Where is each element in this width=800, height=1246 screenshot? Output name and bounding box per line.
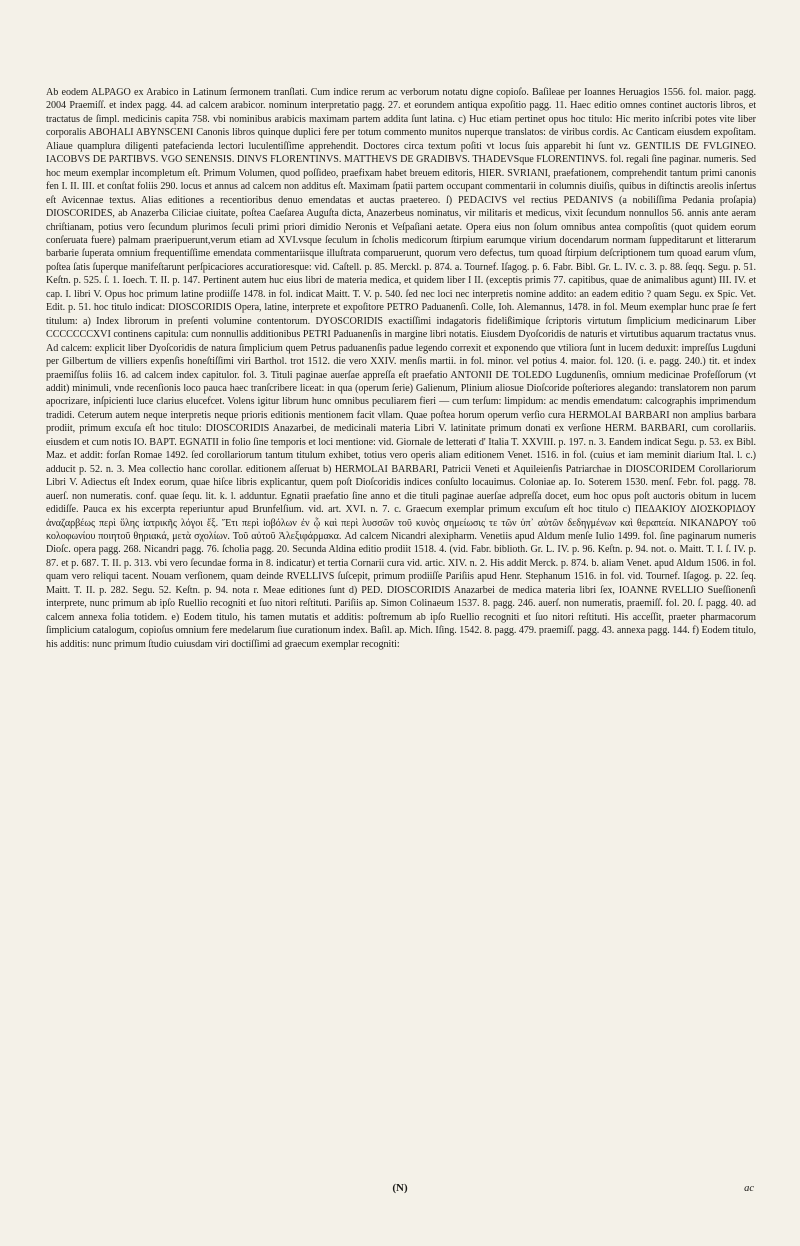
catchword: ac bbox=[744, 1183, 754, 1194]
signature-mark: (N) bbox=[392, 1182, 408, 1194]
main-paragraph: Ab eodem ALPAGO ex Arabico in Latinum ſermonem tranſlati. Cum indice rerum ac verborum notatu digne copioſo. Baſileae per Ioannes Heruagios 1556. fol. maior. pagg. 2004 Praemiſſ. et index pagg. 44. ad calcem arabicor. nominum interpretatio pagg. 27. et eorundem antiqua expoſitio pagg. 11. Haec editio omnes continet auctoris libros, et tractatus de ſimpl. medicinis capita 758. vbi nominibus arabicis maximam partem addita ſunt latina. c) Huc etiam pertinet opus hoc titulo: Hic merito inſcribi potes vite liber corporalis ABOHALI ABYNSCENI Canonis libros quinque duplici fere per totum commento munitos nuperque translatos: de viribus cordis. Ac Canticam eiusdem expoſitam. Aliaue quamplura diligenti patefacienda lectori luculentiſſime apprehendit. Doctores circa textum poſiti vt locus ſuis apparebit hi ſunt vz. GENTILIS DE FVLGINEO. IACOBVS DE PARTIBVS. VGO SENENSIS. DINVS FLORENTINVS. MATTHEVS DE GRADIBVS. THADEVSque FLORENTINVS. fol. regali ſine paginar. numeris. Sed hoc meum exemplar incompletum eſt. Primum Volumen, quod poſſideo, praefixam habet breuem editoris, HIER. SVRIANI, praefationem, comprehendit tantum primi canonis fen I. II. III. et conſtat foliis 290. locus et annus ad calcem non additus eſt. Maximam ſpatii partem occupant commentarii in columnis diuiſis, quibus in diſtinctis areolis inſertus eſt Avicennae textus. Alias editiones a recentioribus denuo emendatas et auctas praetereo. ſ) PEDACIVS vel rectius PEDANIVS (a nobiliſſima Pedania proſapia) DIOSCORIDES, ab Anazerba Ciliciae ciuitate, poſtea Caeſarea Auguſta dicta, Anazerbeus nominatus, vir militaris et medicus, vixit ſecundum nonnullos 56. annis ante aeram chriſtianam, potius vero ſecundum plurimos ſeculi primi priori dimidio Neronis et Veſpaſiani aetate. Opera eius non ſolum omnibus antea compoſitis (quot quidem eorum conſeruata fuere) palmam praeripuerunt,verum etiam ad XVI.vsque ſeculum in ſcholis medicorum ſtirpium earumque virium docendarum normam ſuppeditarunt et litterarum barbarie ſuperata omnium frequentiſſime emendata commentariisque illuſtrata comparuerunt, quorum vero defectus, tum quoad ſtirpium deſcriptionem tum quoad earum vſum, poſtea ſatis ſuperque manifeſtarunt perſpicaciores accuratioresque: vid. Caſtell. p. 85. Merckl. p. 874. a. Tournef. Iſagog. p. 6. Fabr. Bibl. Gr. L. IV. c. 3. p. 88. ſeqq. Segu. p. 51. Keſtn. p. 525. ſ. 1. Ioech. T. II. p. 147. Pertinent autem huc eius libri de materia medica, et quidem liber I II. (exceptis primis 77. capitibus, quae de animalibus agunt) III. IV. et cap. I. libri V. Opus hoc primum latine prodiiſſe 1478. in fol. indicat Maitt. T. V. p. 540. ſed nec loci nec interpretis nomine addito: an eadem editio ? quam Segu. ex Spic. Vet. Edit. p. 51. hoc titulo indicat: DIOSCORIDIS Opera, latine, interprete et expoſitore PETRO Paduanenſi. Colle, Ioh. Alemannus, 1478. in fol. Meum exemplar hunc prae ſe fert titulum: a) Index librorum in preſenti volumine contentorum. DYOSCORIDIS exactiſſimi indagatoris fidelißimique ſcriptoris virtutum ſimplicium medicinarum Liber CCCCCCCXVI continens capitula: cum nonnullis additionibus PETRI Paduanenſis in margine libri notatis. Eiusdem Dyoſcoridis de naturis et virtutibus aquarum tractatus vnus. Ad calcem: explicit liber Dyoſcoridis de natura ſimplicium quem Petrus paduanenſis padue legendo correxit et exponendo que vtiliora ſunt in lucem deduxit: impreſſus Lugduni per Gilbertum de villiers expenſis honeſtiſſimi viri Barthol. trot 1512. die vero XXIV. menſis martii. in fol. minor. vel potius 4. maior. fol. 120. (i. e. pagg. 240.) tit. et index praemiſſus foliis 16. ad calcem index capitulor. fol. 3. Tituli paginae auerſae appreſſa eſt praefatio ANTONII DE TOLEDO Lugdunenſis, omnium medicinae Profeſſorum (vt addit) minimuli, vnde recenſionis loco pauca haec tranſcribere liceat: in qua (operum ſerie) Galienum, Plinium aliosue Dioſcoride poſteriores alegando: translatorem non parum apocrizare, inſpicienti luce clarius elucefcet. Volens igitur librum hunc omnibus peculiarem fieri — cum terſum: limpidum: ac mendis emendatum: calcographis imprimendum tradidi. Ceterum autem neque interpretis neque prioris editionis mentionem facit vllam. Quae poſtea horum operum verſio cura HERMOLAI BARBARI non amplius barbara prodiit, primum excuſa eſt hoc titulo: DIOSCORIDIS Anazarbei, de medicinali materia Libri V. latinitate primum donati ex verſione HERM. BARBARI, cum corollariis. eiusdem et cum notis IO. BAPT. EGNATII in folio ſine temporis et loci mentione: vid. Giornale de letterati d' Italia T. XXVIII. p. 197. n. 3. Eandem indicat Segu. p. 53. ex Bibl. Maz. et addit: forſan Romae 1492. ſed corollariorum tantum titulum exhibet, totius vero operis aliam editionem Venet. 1516. in fol. (cuius et iam meminit diarium Ital. l. c.) adducit p. 52. n. 3. Mea collectio hanc corollar. editionem aſſeruat b) HERMOLAI BARBARI, Patricii Veneti et Aquileienſis Patriarchae in DIOSCORIDEM Corollariorum Libri V. Adiectus eſt Index eorum, quae hiſce libris explicantur, quem poſt Dioſcoridis indices conſulto locauimus. Coloniae ap. Io. Soterem 1530. menſ. Febr. fol. pagg. 78. auerſ. non numeratis. conf. quae ſequ. lit. k. l. adduntur. Egnatii praefatio ſine anno et die tituli paginae auerſae adpreſſa docet, eum hoc opus poſt auctoris obitum in lucem edidiſſe. Pauca ex his excerpta reperiuntur apud Brunfelſium. vid. art. XVI. n. 7. c. Graecum exemplar primum excuſum eſt hoc titulo c) ΠΕΔΑΚΙΟΥ ΔΙΟΣΚΟΡΙΔΟΥ ἀναζαρβέως περὶ ὕλης ἰατρικῆς λόγοι ἕξ. Ἔτι περὶ ἰοβόλων ἐν ᾧ καὶ περὶ λυσσῶν τοῦ κυνὸς σημείωσις τε τῶν ὑπ᾽ αὐτῶν δεδηγμένων καὶ θεραπεία. NIKANΔΡΟΥ τοῦ κολοφωνίου ποιητοῦ θηριακά, μετὰ σχολίων. Τοῦ αὐτοῦ Ἀλεξιφάρμακα. Ad calcem Nicandri alexipharm. Venetiis apud Aldum menſe Iulio 1499. fol. ſine paginarum numeris Dioſc. opera pagg. 268. Nicandri pagg. 76. ſcholia pagg. 20. Secunda Aldina editio prodiit 1518. 4. (vid. Fabr. biblioth. Gr. L. IV. p. 96. Keſtn. p. 94. not. o. Maitt. T. I. ſ. IV. p. 87. et p. 687. T. II. p. 313. vbi vero ſecundae forma in 8. indicatur) et tertia Cornarii cura vid. artic. XIV. n. 2. His addit Merck. p. 874. b. aliam Venet. apud Aldum 1506. in fol. quam vero reliqui tacent. Nouam verſionem, quam deinde RVELLIVS ſuſcepit, primum prodiiſſe Pariſiis apud Henr. Stephanum 1516. in fol. vid. Tournef. Iſagog. p. 22. ſeq. Maitt. T. II. p. 282. Segu. 52. Keſtn. p. 94. nota r. Meae editiones ſunt d) PED. DIOSCORIDIS Anazarbei de medica materia libri ſex, IOANNE RVELLIO Sueſſionenſi interprete, nunc primum ab ipſo Ruellio recogniti et ſuo nitori reſtituti. Pariſiis ap. Simon Colinaeum 1537. 8. pagg. 246. auerſ. non numeratis, praemiſſ. fol. 20. ſ. pagg. 40. ad calcem annexa folia totidem. e) Eodem titulo, his tamen mutatis et additis: poſtremum ab ipſo Ruellio recogniti et ſuo nitori reſtituti. His acceſſit, praeter pharmacorum ſimplicium catalogum, copioſus omnium fere medelarum ſiue curationum index. Baſil. ap. Mich. Iſing. 1542. 8. pagg. 479. praemiſſ. pagg. 43. annexa pagg. 144. f) Eodem titulo, his additis: nunc primum ſtudio cuiusdam viri doctiſſimi ad graecum exemplar recogniti: bbox=[46, 87, 756, 650]
body-text bbox=[46, 86, 756, 651]
